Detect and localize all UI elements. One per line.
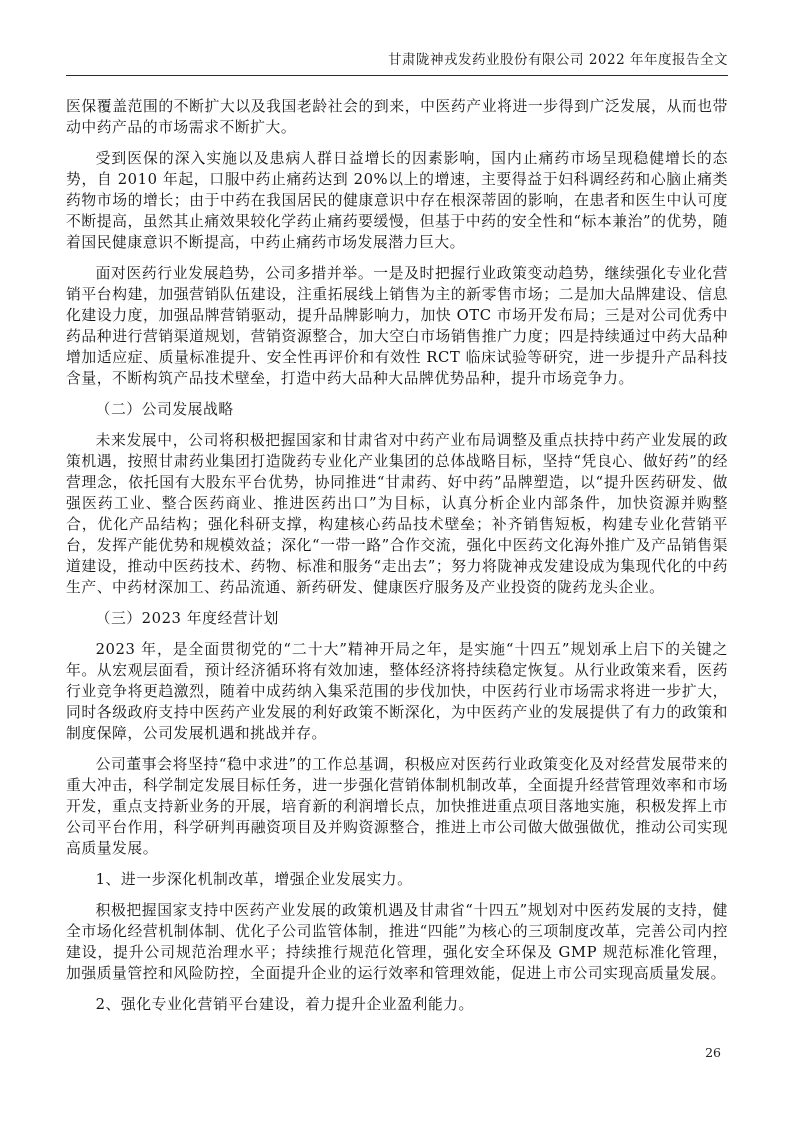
page-number: 26	[705, 1045, 721, 1060]
section-heading-company-strategy: （二）公司发展战略	[95, 401, 234, 418]
paragraph-strategy-detail: 未来发展中，公司将积极把握国家和甘肃省对中药产业布局调整及重点扶持中药产业发展的政策机遇，按照甘肃药业集团打造陇药专业化产业集团的总体战略目标，坚持“凭良心、做好药”的经营理念，依托国有大股东平台优势，协同推进“甘肃药、好中药”品牌塑造，以“提升医药研发、做强医药工业、整合医药商业、推进医药出口”为目标，认真分析企业内部条件，加快资源并购整合，优化产品结构；强化科研支撑，构建核心药品技术壁垒；补齐销售短板，构建专业化营销平台，发挥产能优势和规模效益；深化“一带一路”合作交流，强化中医药文化海外推广及产品销售渠道建设，推动中医药技术、药物、标准和服务“走出去”；努力将陇神戎发建设成为集现代化的中药生产、中药材深加工、药品流通、新药研发、健康医疗服务及产业投资的陇药龙头企业。	[66, 432, 728, 596]
paragraph-2023-outlook: 2023 年，是全面贯彻党的“二十大”精神开局之年，是实施“十四五”规划承上启下的关键之年。从宏观层面看，预计经济循环将有效加速，整体经济将持续稳定恢复。从行业政策来看，医药行业竞争将更趋激烈，随着中成药纳入集采范围的步伐加快，中医药行业市场需求将进一步扩大，同时各级政府支持中医药产业发展的利好政策不断深化，为中医药产业的发展提供了有力的政策和制度保障，公司发展机遇和挑战并存。	[66, 641, 728, 742]
paragraph-mechanism-reform: 积极把握国家支持中医药产业发展的政策机遇及甘肃省“十四五”规划对中医药发展的支持，健全市场化经营机制体制、优化子公司监管体制，推进“四能”为核心的三项制度改革，完善公司内控建设，提升公司规范治理水平；持续推行规范化管理，强化安全环保及 GMP 规范标准化管理，加强质量管控和风险防控，全面提升企业的运行效率和管理效能，促进上市公司实现高质量发展。	[66, 902, 728, 982]
paragraph-painkiller-market: 受到医保的深入实施以及患病人群日益增长的因素影响，国内止痛药市场呈现稳健增长的态势，自 2010 年起，口服中药止痛药达到 20%以上的增速，主要得益于妇科调经药和心脑止痛类药物市场的增长；由于中药在我国居民的健康意识中存在根深蒂固的影响，在患者和医生中认可度不断提高，虽然其止痛效果较化学药止痛药要缓慢，但基于中药的安全性和“标本兼治”的优势，随着国民健康意识不断提高，中药止痛药市场发展潜力巨大。	[66, 150, 728, 251]
paragraph-board-keynote: 公司董事会将坚持“稳中求进”的工作总基调，积极应对医药行业政策变化及对经营发展带来的重大冲击，科学制定发展目标任务，进一步强化营销体制机制改革，全面提升经营管理效率和市场开发，重点支持新业务的开展，培育新的利润增长点，加快推进重点项目落地实施，积极发挥上市公司平台作用，科学研判再融资项目及并购资源整合，推进上市公司做大做强做优，推动公司实现高质量发展。	[66, 756, 728, 857]
list-item-1-title: 1、进一步深化机制改革，增强企业发展实力。	[95, 871, 413, 888]
paragraph-continuation: 医保覆盖范围的不断扩大以及我国老龄社会的到来，中医药产业将进一步得到广泛发展，从而也带动中药产品的市场需求不断扩大。	[66, 98, 728, 136]
paragraph-company-measures: 面对医药行业发展趋势，公司多措并举。一是及时把握行业政策变动趋势，继续强化专业化营销平台构建，加强营销队伍建设，注重拓展线上销售为主的新零售市场；二是加大品牌建设、信息化建设力度，加强品牌营销驱动，提升品牌影响力，加快 OTC 市场开发布局；三是对公司优秀中药品种进行营销渠道规划，营销资源整合，加大空白市场销售推广力度；四是持续通过中药大品种增加适应症、质量标准提升、安全性再评价和有效性 RCT 临床试验等研究，进一步提升产品科技含量，不断构筑产品技术壁垒，打造中药大品种大品牌优势品种，提升市场竞争力。	[66, 265, 728, 387]
report-header-title: 甘肃陇神戎发药业股份有限公司 2022 年年度报告全文	[388, 52, 728, 68]
section-heading-2023-plan: （三）2023 年度经营计划	[95, 610, 279, 627]
report-body	[66, 96, 728, 1025]
list-item-2-title: 2、强化专业化营销平台建设，着力提升企业盈利能力。	[95, 996, 474, 1013]
page-header	[66, 48, 728, 76]
